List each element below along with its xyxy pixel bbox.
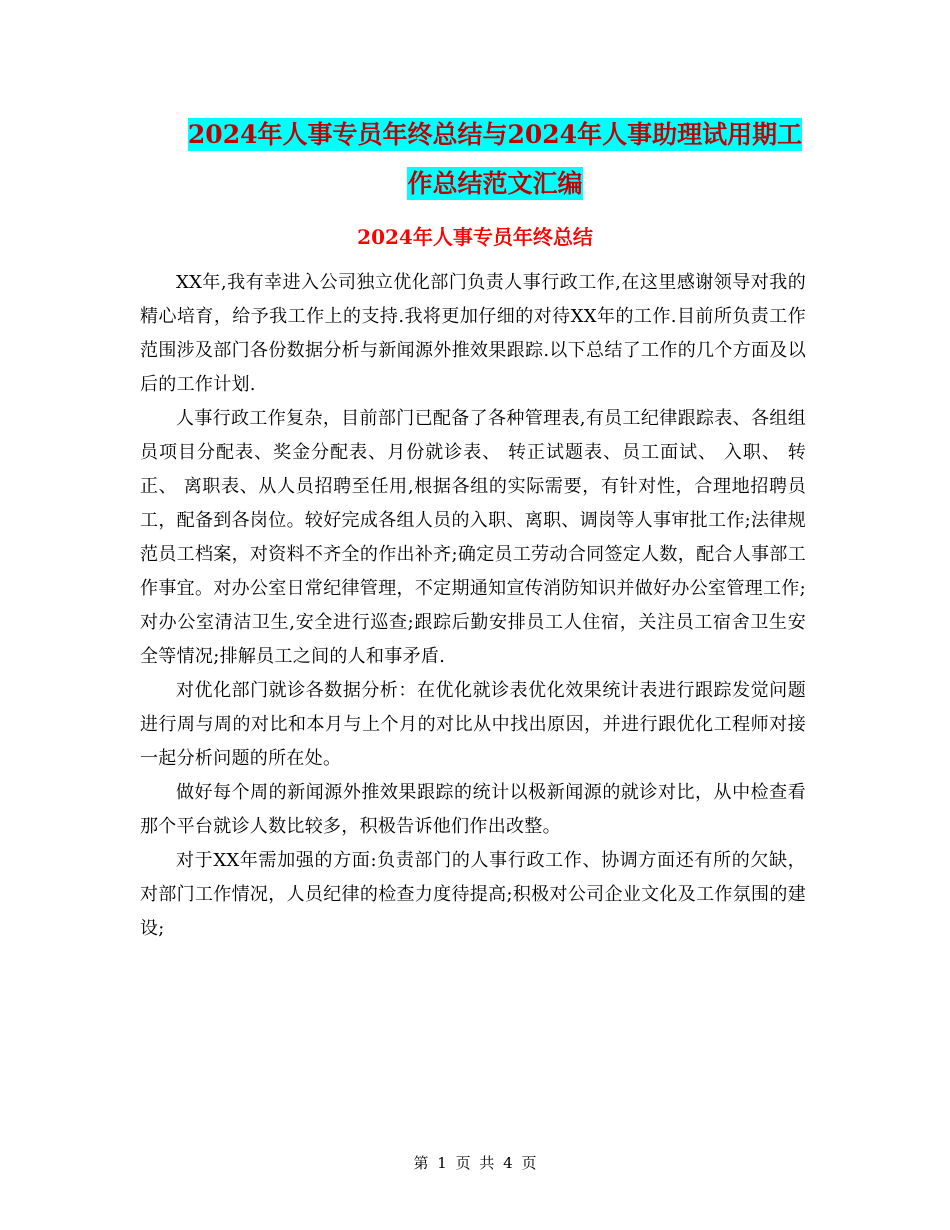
paragraph-1: XX年,我有幸进入公司独立优化部门负责人事行政工作,在这里感谢领导对我的精心培育，给予我工作上的支持.我将更加仔细的对待XX年的工作.目前所负责工作范围涉及部门各份数据分析与新闻源外推效果跟踪.以下总结了工作的几个方面及以后的工作计划. — [140, 272, 806, 395]
paragraph-3: 对优化部门就诊各数据分析：在优化就诊表优化效果统计表进行跟踪发觉问题进行周与周的对比和本月与上个月的对比从中找出原因，并进行跟优化工程师对接一起分析问题的所在处。 — [140, 680, 806, 769]
paragraph-5: 对于XX年需加强的方面:负责部门的人事行政工作、协调方面还有所的欠缺，对部门工作情况，人员纪律的检查力度待提高;积极对公司企业文化及工作氛围的建设; — [140, 850, 806, 939]
paragraph-4: 做好每个周的新闻源外推效果跟踪的统计以极新闻源的就诊对比，从中检查看那个平台就诊人数比较多，积极告诉他们作出改整。 — [140, 782, 806, 837]
paragraph-2: 人事行政工作复杂，目前部门已配备了各种管理表,有员工纪律跟踪表、各组组员项目分配表、奖金分配表、月份就诊表、 转正试题表、员工面试、 入职、 转正、 离职表、从人员招聘至任用,根据各组的实际需要，有针对性，合理地招聘员工，配备到各岗位。较好完成各组人员的入职、离职、调岗等人事审批工作;法律规范员工档案，对资料不齐全的作出补齐;确定员工劳动合同签定人数，配合人事部工作事宜。对办公室日常纪律管理，不定期通知宣传消防知识并做好办公室管理工作;对办公室清洁卫生,安全进行巡查;跟踪后勤安排员工人住宿，关注员工宿舍卫生安全等情况;排解员工之间的人和事矛盾. — [140, 408, 806, 667]
page-footer: 第 1 页 共 4 页 — [413, 1154, 537, 1172]
document-title-line-2: 作总结范文汇编 — [407, 169, 583, 198]
document-body — [140, 266, 806, 946]
document-title-line-1: 2024年人事专员年终总结与2024年人事助理试用期工 — [187, 120, 803, 149]
section-title: 2024年人事专员年终总结 — [357, 225, 593, 249]
document-title — [120, 110, 870, 208]
